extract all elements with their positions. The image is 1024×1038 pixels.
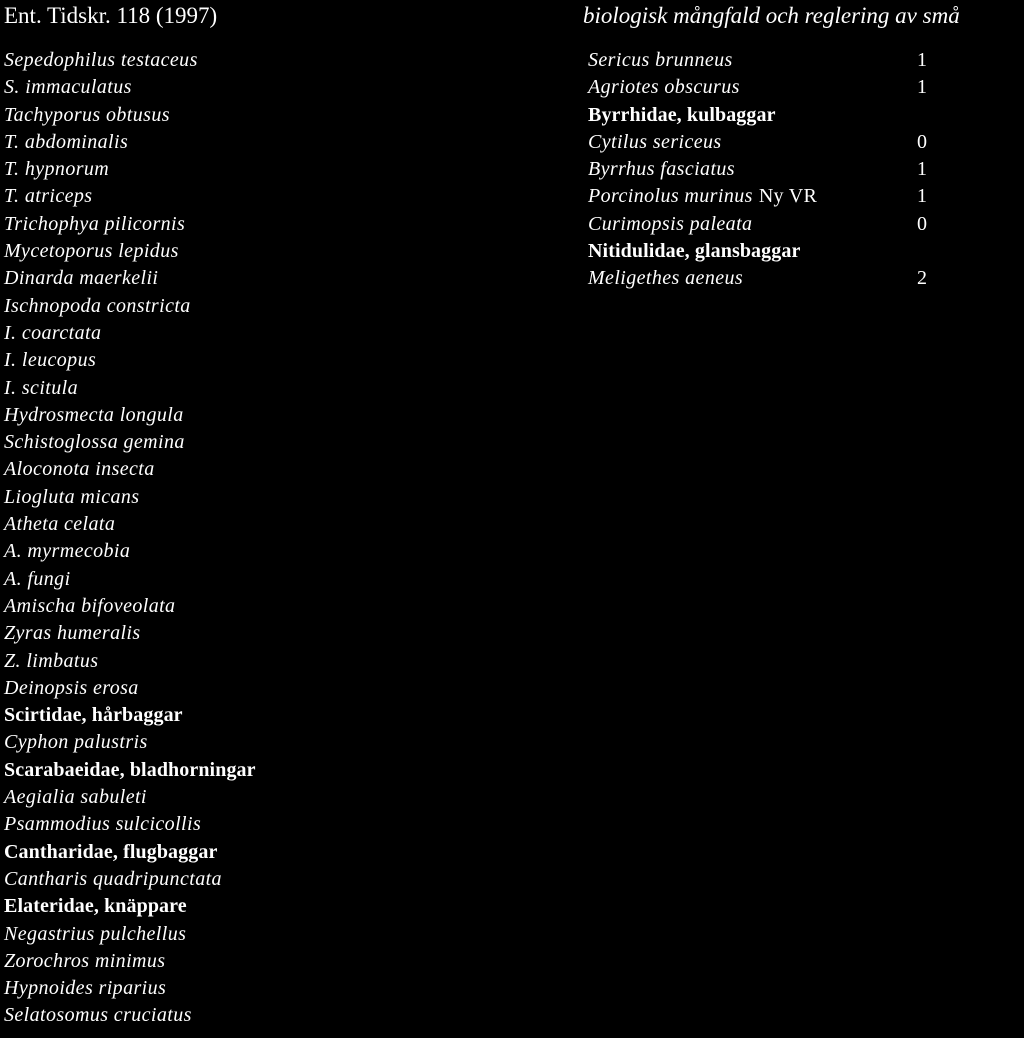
species-name: Zyras humeralis [4,622,141,645]
species-name: Mycetoporus lepidus [4,240,179,263]
species-row [4,429,504,456]
species-name: Sericus brunneus [588,49,733,71]
family-heading [4,893,504,920]
running-header-title: biologisk mångfald och reglering av små [583,3,960,28]
species-row [4,784,504,811]
species-row [4,648,504,675]
species-name: Curimopsis paleata [588,212,753,235]
species-row [4,211,504,238]
running-header-journal: Ent. Tidskr. 118 (1997) [4,3,218,28]
species-list-right-column [588,47,1018,293]
species-row [4,729,504,756]
species-list-left-column [4,47,504,1030]
species-name: Liogluta micans [4,485,140,508]
species-name: Tachyporus obtusus [4,103,170,126]
family-name: Scarabaeidae, bladhorningar [4,758,256,781]
species-row [4,183,504,210]
species-name: Ischnopoda constricta [4,294,191,317]
species-row [588,74,1018,101]
family-heading [4,757,504,784]
species-name: Sepedophilus testaceus [4,49,198,71]
species-name: S. immaculatus [4,76,132,99]
species-row [4,347,504,374]
species-row [4,866,504,893]
species-row [4,129,504,156]
family-name: Scirtidae, hårbaggar [4,704,183,727]
species-row [4,320,504,347]
family-name: Byrrhidae, kulbaggar [588,103,776,126]
species-row [4,593,504,620]
species-name: Cyphon palustris [4,731,148,754]
species-row [4,293,504,320]
species-name: Byrrhus fasciatus [588,158,735,181]
species-row [4,156,504,183]
species-row [4,511,504,538]
species-name: T. hypnorum [4,158,110,181]
species-row [588,156,1018,183]
species-name: I. scitula [4,376,78,399]
status-note: Ny VR [758,185,818,208]
species-row [4,921,504,948]
count-value: 0 [917,130,927,153]
family-heading [4,839,504,866]
species-name: Zorochros minimus [4,949,166,972]
species-row [4,1002,504,1029]
species-name: Schistoglossa gemina [4,431,185,454]
species-row [588,129,1018,156]
species-row [4,484,504,511]
species-row [4,375,504,402]
species-row [4,456,504,483]
family-name: Nitidulidae, glansbaggar [588,240,801,263]
species-row [588,211,1018,238]
species-name: Selatosomus cruciatus [4,1004,192,1027]
species-name: T. abdominalis [4,130,129,153]
species-name: Porcinolus murinus [588,185,753,208]
species-row [4,948,504,975]
count-value: 2 [917,267,927,290]
species-row [4,620,504,647]
species-row [4,102,504,129]
count-value: 1 [917,185,927,208]
species-name: A. fungi [4,567,71,590]
species-row [4,402,504,429]
species-name: Trichophya pilicornis [4,212,186,235]
species-name: Cantharis quadripunctata [4,867,222,890]
species-row [4,566,504,593]
species-name: Atheta celata [4,513,116,536]
family-name: Cantharidae, flugbaggar [4,840,218,863]
species-name: Hydrosmecta longula [4,403,184,426]
species-name: I. leucopus [4,349,97,372]
family-heading [4,702,504,729]
count-value: 0 [917,212,927,235]
count-value: 1 [917,158,927,181]
species-name: Cytilus sericeus [588,130,722,153]
species-name: A. myrmecobia [4,540,131,563]
species-row [4,811,504,838]
species-name: Negastrius pulchellus [4,922,187,945]
family-heading [588,238,1018,265]
count-value: 1 [917,49,927,71]
species-name: Aloconota insecta [4,458,155,481]
species-name: Meligethes aeneus [588,267,744,290]
species-row [588,265,1018,292]
species-name: T. atriceps [4,185,93,208]
species-name: Psammodius sulcicollis [4,813,202,836]
species-name: Z. limbatus [4,649,99,672]
family-heading [588,102,1018,129]
species-name: Amischa bifoveolata [4,594,176,617]
species-name: I. coarctata [4,321,102,344]
species-name: Hypnoides riparius [4,977,167,1000]
species-name: Aegialia sabuleti [4,786,147,809]
species-name: Deinopsis erosa [4,676,139,699]
species-row [4,975,504,1002]
count-value: 1 [917,76,927,99]
family-name: Elateridae, knäppare [4,895,187,918]
species-row [4,47,504,74]
species-row [4,538,504,565]
species-row [4,74,504,101]
species-row [4,265,504,292]
species-row [588,183,1018,210]
species-name: Dinarda maerkelii [4,267,159,290]
species-row [4,675,504,702]
species-row [588,47,1018,74]
species-name: Agriotes obscurus [588,76,740,99]
species-row [4,238,504,265]
